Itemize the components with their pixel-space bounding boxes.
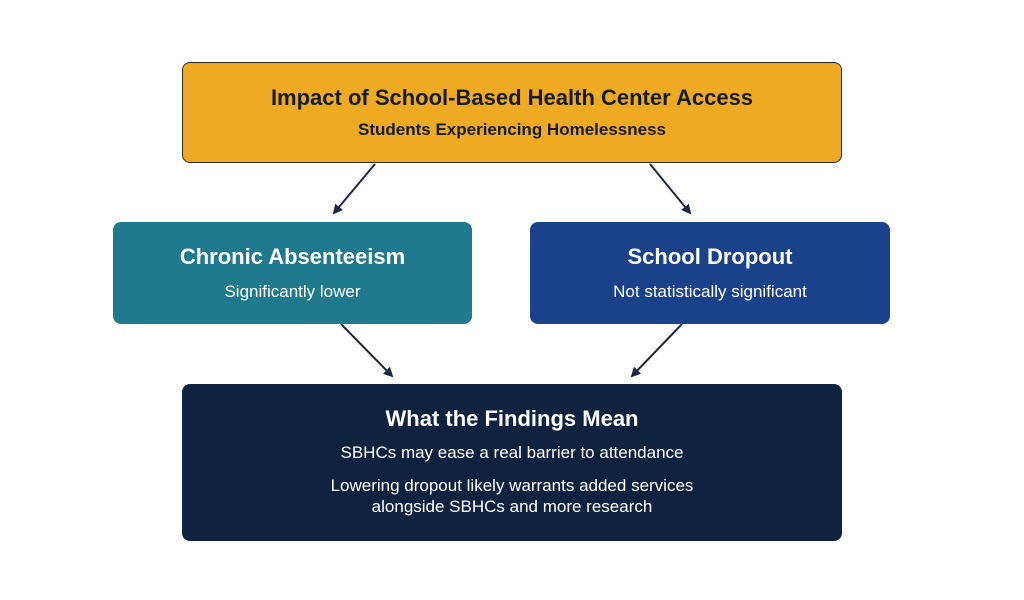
school-dropout-result: Not statistically significant	[613, 282, 807, 301]
school-dropout-box	[530, 222, 890, 324]
findings-line-dropout	[182, 475, 842, 517]
arrow-left-to-bottom	[341, 324, 392, 376]
findings-box	[182, 384, 842, 541]
school-dropout-title: School Dropout	[627, 244, 793, 269]
impact-title: Impact of School-Based Health Center Access	[270, 85, 754, 110]
findings-line-attendance: SBHCs may ease a real barrier to attendance	[340, 443, 684, 462]
arrow-top-to-left	[334, 164, 375, 213]
findings-title: What the Findings Mean	[385, 406, 639, 431]
arrow-top-to-right	[650, 164, 690, 213]
chronic-absenteeism-title: Chronic Absenteeism	[179, 244, 406, 269]
findings-line-dropout-part1: Lowering dropout likely warrants added services	[330, 476, 694, 495]
impact-box	[182, 62, 842, 163]
chronic-absenteeism-box	[113, 222, 472, 324]
findings-line-dropout-part2: alongside SBHCs and more research	[371, 497, 653, 516]
arrow-right-to-bottom	[632, 324, 682, 376]
impact-subtitle: Students Experiencing Homelessness	[358, 120, 666, 139]
chronic-absenteeism-result: Significantly lower	[224, 282, 361, 301]
